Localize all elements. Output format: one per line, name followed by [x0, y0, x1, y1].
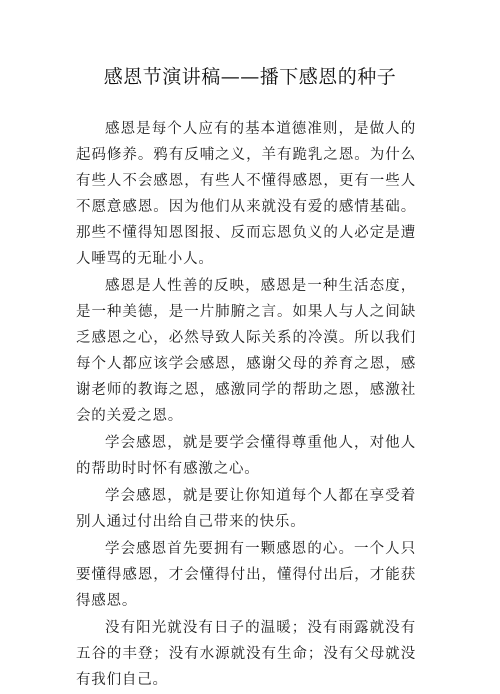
- paragraph: 没有阳光就没有日子的温暖；没有雨露就没有五谷的丰登；没有水源就没有生命；没有父母就没有我们自己。: [76, 620, 416, 688]
- paragraph: 学会感恩，就是要学会懂得尊重他人，对他人的帮助时时怀有感激之心。: [76, 435, 416, 477]
- paragraph: 感恩是人性善的反映，感恩是一种生活态度，是一种美德，是一片肺腑之言。如果人与人之间缺乏感恩之心，必然导致人际关系的冷漠。所以我们每个人都应该学会感恩，感谢父母的养育之恩，感谢老师的教诲之恩，感激同学的帮助之恩，感激社会的关爱之恩。: [76, 278, 416, 424]
- paragraph: 学会感恩，就是要让你知道每个人都在享受着别人通过付出给自己带来的快乐。: [76, 488, 416, 530]
- paragraph: 学会感恩首先要拥有一颗感恩的心。一个人只要懂得感恩，才会懂得付出，懂得付出后，才能获得感恩。: [76, 541, 416, 609]
- paragraph: 感恩是每个人应有的基本道德准则，是做人的起码修养。鸦有反哺之义，羊有跪乳之恩。为什么有些人不会感恩，有些人不懂得感恩，更有一些人不愿意感恩。因为他们从来就没有爱的感情基础。那些不懂得知恩图报、反而忘恩负义的人必定是遭人唾骂的无耻小人。: [76, 121, 416, 267]
- document-body: [76, 116, 416, 694]
- document-title: 感恩节演讲稿——播下感恩的种子: [103, 66, 397, 88]
